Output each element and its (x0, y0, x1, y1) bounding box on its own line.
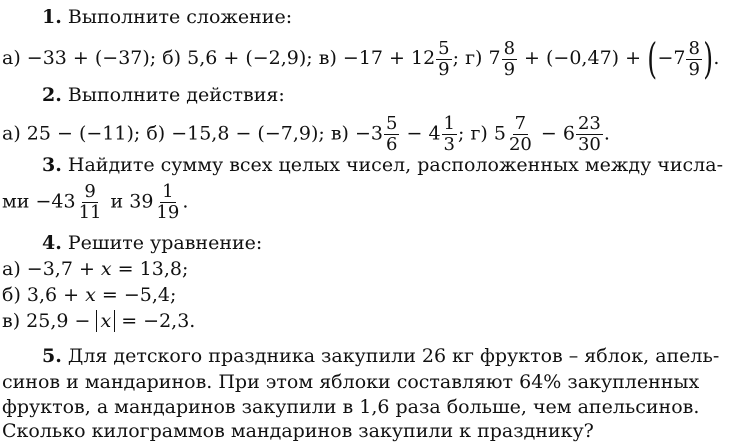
task5-line3: фруктов, а мандаринов закупили в 1,6 раза больше, чем апельсинов. (2, 396, 700, 418)
task3-line1 (42, 154, 723, 176)
task3-text: и 39 (104, 190, 154, 213)
right-paren: ) (703, 34, 714, 83)
task5-line2: синов и мандаринов. При этом яблоки составляют 64% закупленных (2, 371, 700, 393)
task1-g-prefix: ; г) 7 (452, 47, 501, 69)
task4-number: 4. (42, 232, 62, 254)
fraction: $\frac{7}{20}$ (508, 113, 532, 155)
task3-line2 (2, 182, 188, 223)
fraction: $\frac{23}{30}$ (577, 113, 601, 155)
task4-c (2, 310, 195, 332)
neg-whole: −7 (657, 47, 686, 69)
equation-text: в) 25,9 − (2, 310, 97, 332)
fraction: $\frac{5}{6}$ (386, 113, 398, 155)
item-g-prefix: ; г) 5 (458, 122, 506, 145)
period: . (713, 47, 720, 69)
task4-b (2, 284, 176, 306)
period: . (182, 190, 189, 213)
fraction: $\frac{1}{3}$ (443, 113, 455, 155)
task2-number: 2. (42, 84, 62, 106)
task4-title: Решите уравнение: (67, 232, 263, 254)
task5-line4: Сколько килограммов мандаринов закупили к празднику? (2, 420, 594, 442)
equation-text: б) 3,6 + (2, 284, 86, 306)
paren-term: (−0,47) (546, 47, 620, 69)
task2-heading (42, 84, 285, 106)
task3-text: Найдите сумму всех целых чисел, расположенных между числа- (67, 154, 723, 176)
plus-sign: + (518, 47, 547, 69)
abs-variable: x (96, 310, 115, 332)
task4-a (2, 258, 188, 280)
task5-text: Для детского праздника закупили 26 кг фруктов – яблок, апель- (67, 345, 720, 367)
task2-title: Выполните действия: (67, 84, 285, 106)
task2-items (2, 114, 610, 155)
fraction: $\frac{8}{9}$ (688, 37, 700, 80)
task1-title: Выполните сложение: (67, 6, 293, 28)
task2-a-text: а) 25 − (−11); б) −15,8 − (−7,9); в) −3 (2, 122, 383, 145)
fraction: $\frac{1}{19}$ (156, 181, 180, 223)
variable: x (85, 284, 96, 306)
equation-text: = 13,8; (111, 258, 189, 280)
variable: x (100, 258, 112, 280)
task5-number: 5. (42, 345, 62, 367)
task1-items (2, 34, 720, 83)
task3-number: 3. (42, 154, 62, 176)
fraction: $\frac{9}{11}$ (78, 181, 102, 223)
task5-line1 (42, 345, 719, 367)
minus-term: − 6 (534, 122, 575, 145)
minus-term: − 4 (400, 122, 441, 145)
equation-text: = −2,3. (115, 310, 196, 332)
equation-text: = −5,4; (95, 284, 177, 306)
task1-number: 1. (42, 6, 62, 28)
task4-heading (42, 232, 262, 254)
task1-a-text: а) −33 + (−37); б) 5,6 + (−2,9); в) −17 + 12 (2, 47, 436, 69)
task1-heading (42, 6, 292, 28)
fraction: $\frac{5}{9}$ (438, 37, 450, 80)
plus-sign: + (619, 47, 648, 69)
fraction: $\frac{8}{9}$ (503, 37, 516, 80)
equation-text: а) −3,7 + (2, 258, 101, 280)
period: . (603, 122, 610, 145)
left-paren: ( (647, 34, 658, 83)
task3-text: ми −43 (2, 190, 76, 213)
